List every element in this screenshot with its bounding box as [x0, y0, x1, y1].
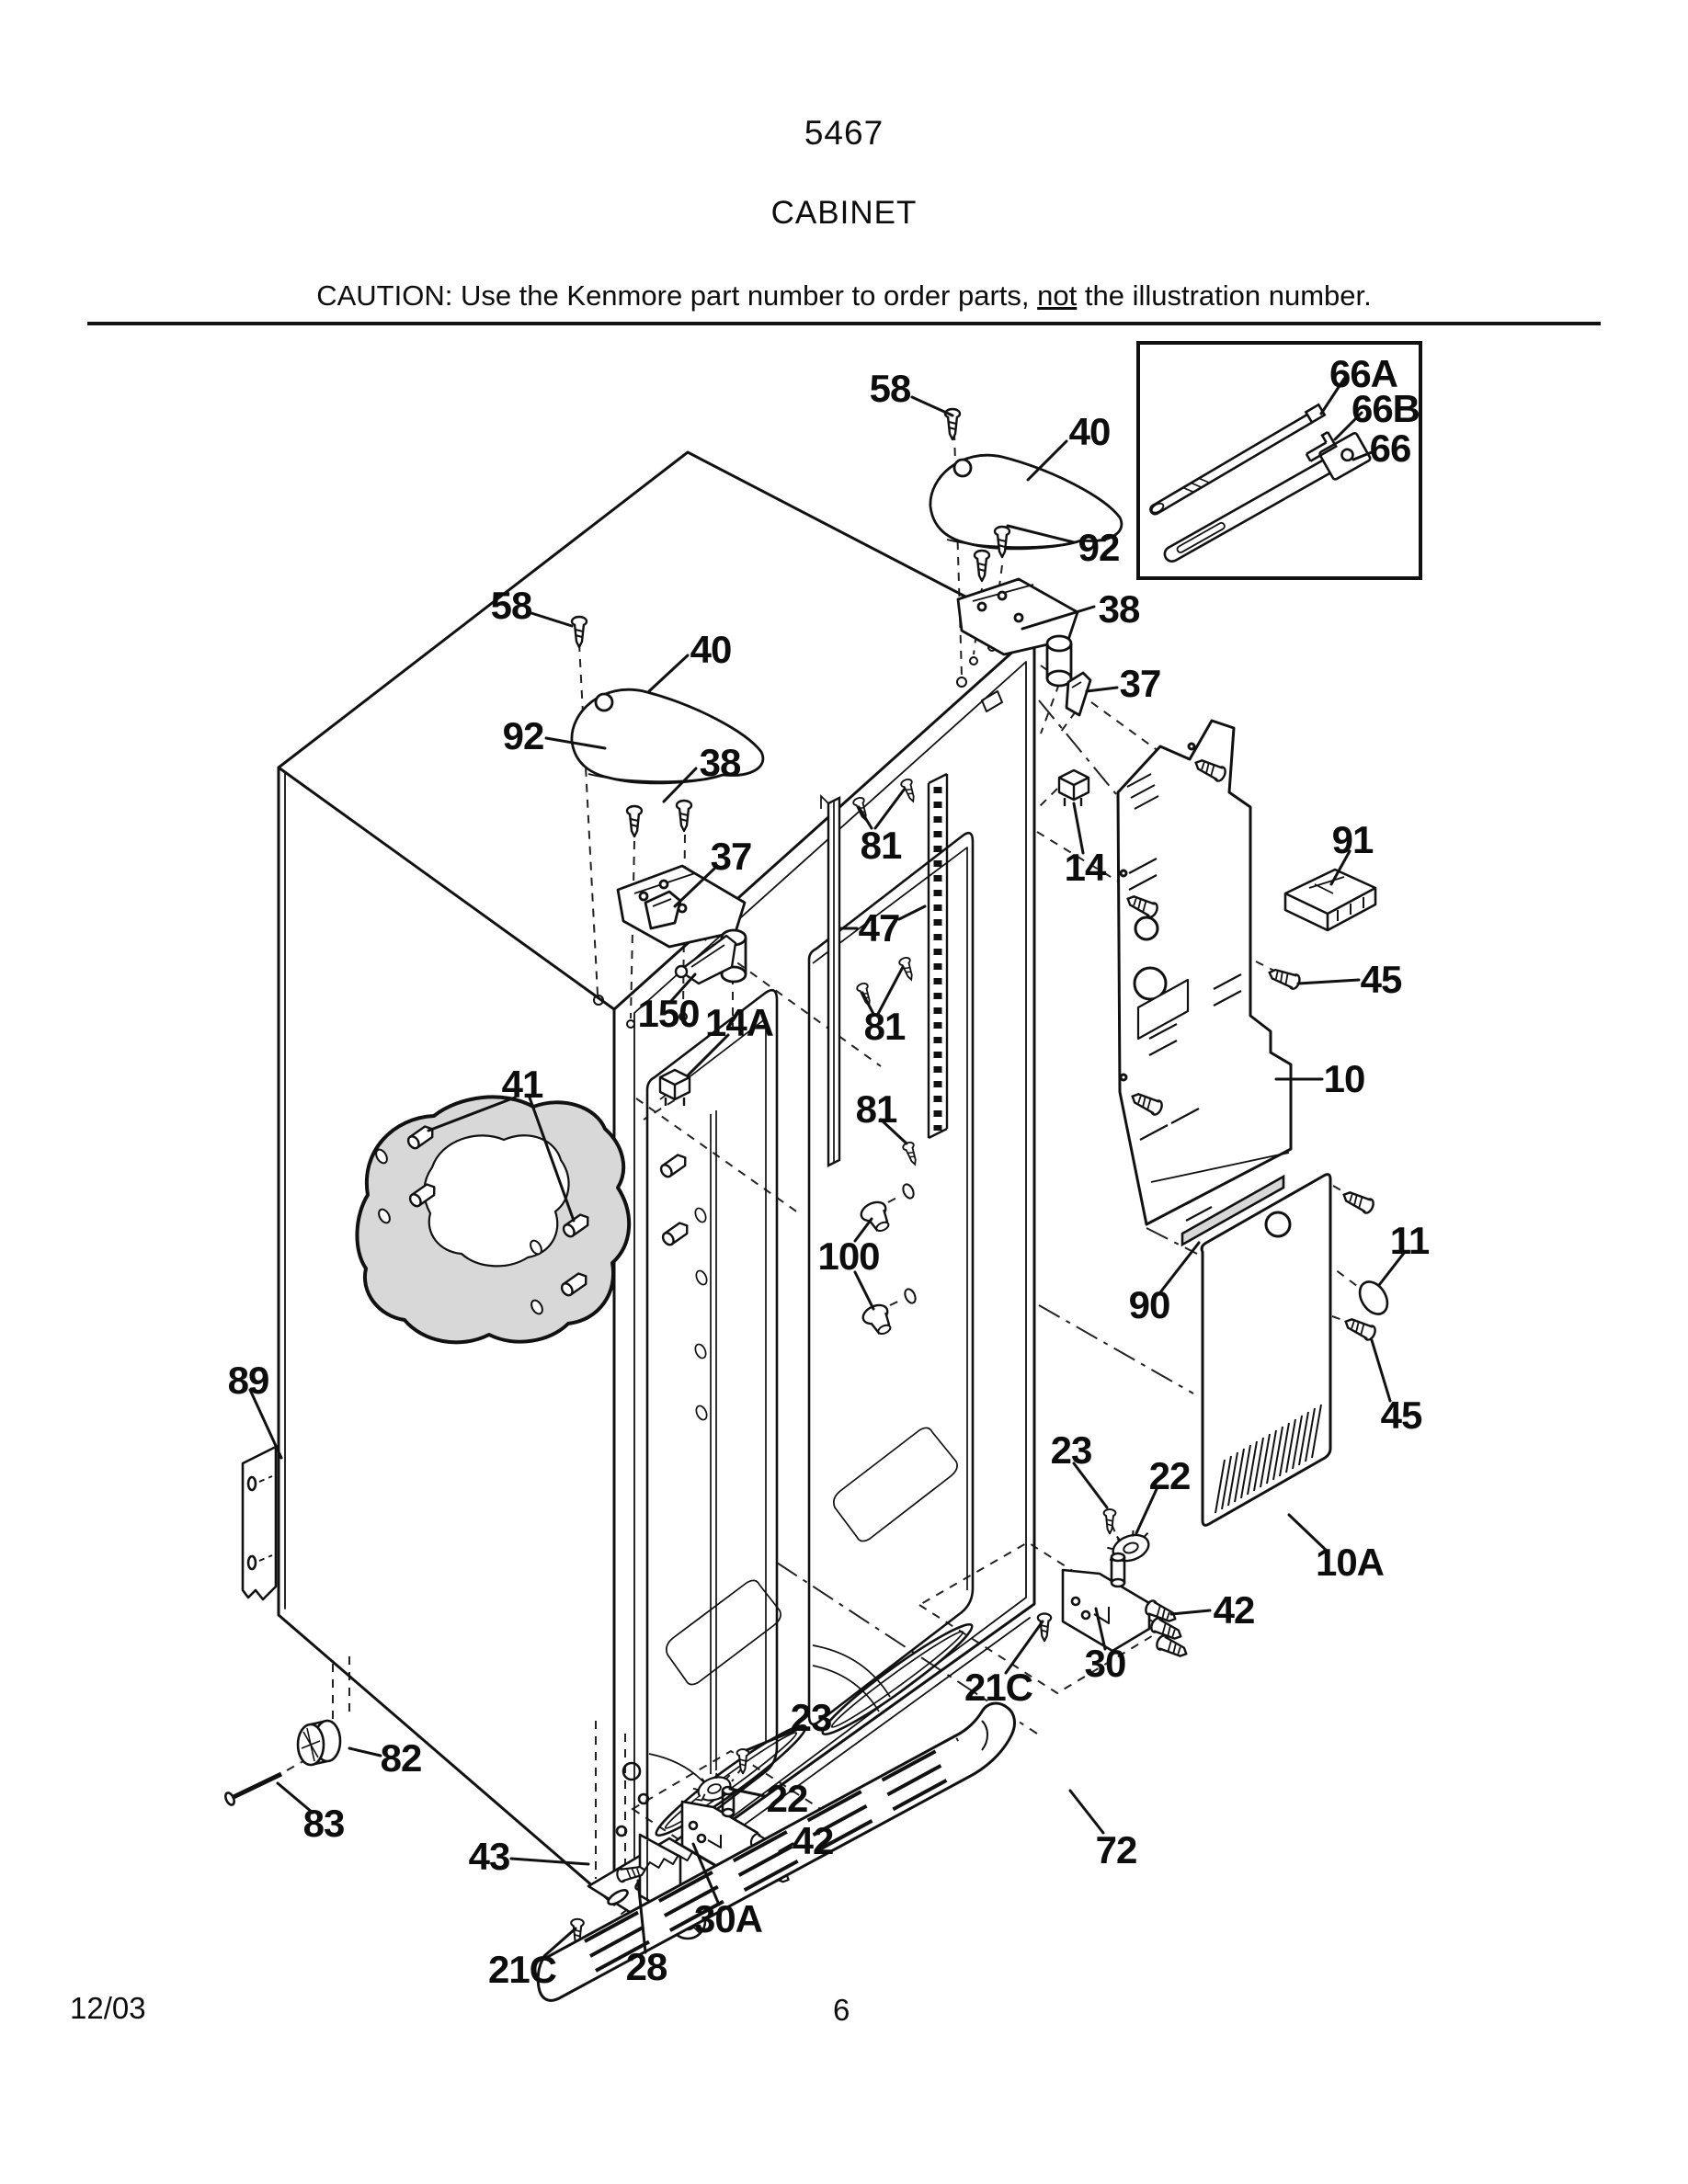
part-callout-45: 45: [1380, 1393, 1422, 1437]
part-callout-30A: 30A: [693, 1897, 763, 1940]
caution-suffix: the illustration number.: [1077, 279, 1372, 312]
part-callout-81: 81: [863, 1005, 906, 1048]
part-callout-58: 58: [869, 367, 911, 410]
part-callout-45: 45: [1360, 958, 1402, 1001]
part-callout-72: 72: [1095, 1828, 1137, 1871]
part-callout-91: 91: [1331, 818, 1374, 861]
section-title: CABINET: [770, 195, 918, 231]
part-callout-58: 58: [490, 584, 532, 627]
part-callout-47: 47: [858, 906, 900, 950]
footer-page-number: 6: [833, 1993, 850, 2027]
part-callout-66: 66: [1369, 427, 1411, 470]
part-callout-89: 89: [227, 1359, 269, 1402]
part-callout-92: 92: [1078, 526, 1120, 569]
part-callout-11: 11: [1389, 1219, 1430, 1262]
part-callout-42: 42: [1213, 1588, 1255, 1632]
part-callout-22: 22: [1148, 1454, 1191, 1497]
part-callout-66A: 66A: [1329, 352, 1398, 395]
part-callout-10A: 10A: [1315, 1541, 1385, 1584]
part-callout-28: 28: [625, 1945, 667, 1988]
part-callout-81: 81: [860, 824, 902, 867]
part-callout-14: 14: [1064, 846, 1106, 889]
part-callout-37: 37: [710, 835, 752, 878]
model-number: 5467: [804, 114, 884, 152]
part-callout-38: 38: [1098, 587, 1140, 631]
part-callout-21C: 21C: [964, 1666, 1033, 1709]
part-callout-42: 42: [792, 1819, 834, 1862]
part-callout-92: 92: [502, 714, 544, 757]
part-callout-83: 83: [302, 1802, 345, 1845]
part-callout-100: 100: [817, 1234, 880, 1278]
part-callout-37: 37: [1119, 662, 1161, 705]
part-callout-40: 40: [1068, 410, 1111, 453]
part-callout-150: 150: [637, 992, 700, 1035]
footer-date: 12/03: [70, 1991, 146, 2025]
part-callout-23: 23: [790, 1696, 832, 1739]
part-callout-22: 22: [766, 1777, 808, 1820]
part-callout-14A: 14A: [704, 1001, 774, 1044]
part-callout-10: 10: [1323, 1057, 1365, 1100]
part-callout-30: 30: [1084, 1642, 1126, 1685]
part-callout-41: 41: [501, 1063, 543, 1106]
part-callout-38: 38: [699, 741, 741, 784]
caution-prefix: CAUTION: Use the Kenmore part number to order parts,: [316, 279, 1038, 312]
part-callout-66B: 66B: [1351, 387, 1420, 430]
part-callout-43: 43: [468, 1835, 510, 1878]
part-callout-90: 90: [1128, 1283, 1170, 1326]
part-callout-82: 82: [380, 1736, 422, 1780]
part-callout-21C: 21C: [487, 1948, 557, 1991]
part-callout-81: 81: [855, 1087, 897, 1131]
caution-underlined-word: not: [1037, 279, 1078, 312]
part-callout-23: 23: [1050, 1428, 1092, 1472]
part-callout-40: 40: [690, 628, 732, 671]
